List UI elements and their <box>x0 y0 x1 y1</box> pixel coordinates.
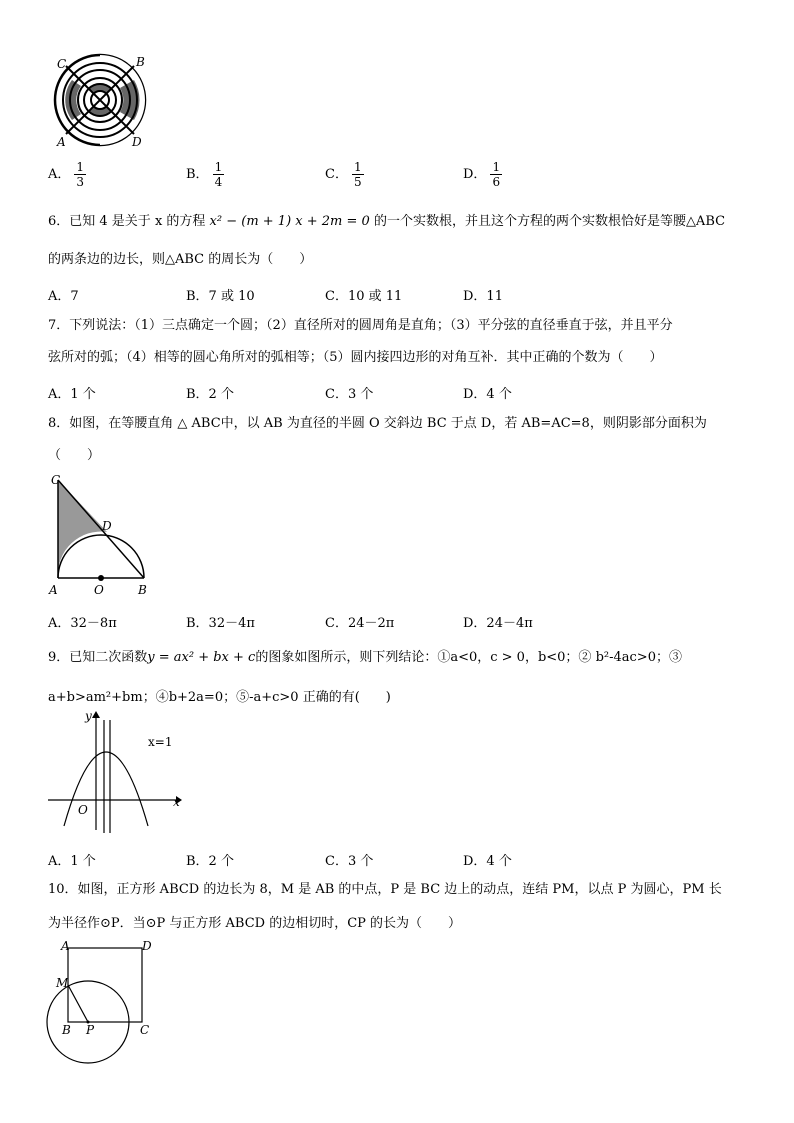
q9-label-x: x <box>173 795 180 809</box>
q8-option-d[interactable]: D．24－4π <box>463 616 533 631</box>
q5-option-b[interactable]: B． $\frac{1}{4}$ <box>186 160 223 189</box>
q10-stem-line2: 为半径作⊙P．当⊙P 与正方形 ABCD 的边相切时，CP 的长为（ ） <box>48 916 462 931</box>
q10-figure <box>40 938 170 1068</box>
q10-label-b: B <box>62 1023 71 1037</box>
q5-option-c[interactable]: C． $\frac{1}{5}$ <box>325 160 362 189</box>
q8-option-b[interactable]: B．32－4π <box>186 616 255 631</box>
q9-option-a[interactable]: A．1 个 <box>48 854 96 869</box>
q10-stem: 10．如图，正方形 ABCD 的边长为 8，M 是 AB 的中点，P 是 BC 边上的动点，连结 PM，以点 P 为圆心，PM 长 <box>48 882 722 897</box>
q9-option-d[interactable]: D．4 个 <box>463 854 512 869</box>
q6-stem: 6．已知 4 是关于 x 的方程 x² − (m + 1) x + 2m = 0 的一个实数根，并且这个方程的两个实数根恰好是等腰△ABC <box>48 214 726 229</box>
q9-stem-line2: a+b>am²+bm；④b+2a=0；⑤-a+c>0 正确的有( ) <box>48 690 391 705</box>
q8-label-a: A <box>49 583 58 597</box>
q9-equation: y = ax² + bx + c <box>147 650 256 665</box>
q8-label-b: B <box>138 583 147 597</box>
q8-label-o: O <box>94 583 104 597</box>
q10-label-a: A <box>61 939 70 953</box>
q8-option-c[interactable]: C．24－2π <box>325 616 395 631</box>
q7-option-a[interactable]: A．1 个 <box>48 387 96 402</box>
q10-label-p: P <box>86 1023 95 1037</box>
q9-figure <box>44 708 194 838</box>
q6-option-a[interactable]: A．7 <box>48 289 79 304</box>
label-a: A <box>57 135 66 149</box>
label-d: D <box>132 135 142 149</box>
q9-label-y: y <box>85 709 92 723</box>
q9-option-b[interactable]: B．2 个 <box>186 854 234 869</box>
q9-label-o: O <box>78 803 88 817</box>
q7-stem: 7．下列说法：（1）三点确定一个圆；（2）直径所对的圆周角是直角；（3）平分弦的直径垂直于弦，并且平分 <box>48 318 673 333</box>
q8-label-c: C <box>51 473 61 487</box>
q9-option-c[interactable]: C．3 个 <box>325 854 374 869</box>
target-figure <box>48 52 158 152</box>
q9-axis-label: x=1 <box>148 735 173 749</box>
q10-label-c: C <box>140 1023 150 1037</box>
q5-option-a[interactable]: A． $\frac{1}{3}$ <box>48 160 85 189</box>
q6-stem-line2: 的两条边的边长，则△ABC 的周长为（ ） <box>48 252 313 267</box>
q7-option-c[interactable]: C．3 个 <box>325 387 374 402</box>
q8-stem: 8．如图，在等腰直角 △ ABC中，以 AB 为直径的半圆 O 交斜边 BC 于点 D，若 AB=AC=8，则阴影部分面积为 <box>48 416 707 431</box>
q7-option-b[interactable]: B．2 个 <box>186 387 234 402</box>
q8-figure <box>44 470 156 600</box>
q7-stem-line2: 弦所对的弧；（4）相等的圆心角所对的弧相等；（5）圆内接四边形的对角互补．其中正确的个数为（ ） <box>48 350 663 365</box>
label-c: C <box>57 57 67 71</box>
q5-option-d[interactable]: D． $\frac{1}{6}$ <box>463 160 501 189</box>
q8-stem-line2: （ ） <box>48 448 101 463</box>
q8-option-a[interactable]: A．32－8π <box>48 616 117 631</box>
q6-option-c[interactable]: C．10 或 11 <box>325 289 403 304</box>
q9-stem: 9．已知二次函数y = ax² + bx + c的图象如图所示，则下列结论：①a<0，c > 0，b<0；② b²-4ac>0；③ <box>48 650 682 665</box>
q10-label-d: D <box>142 939 152 953</box>
q7-option-d[interactable]: D．4 个 <box>463 387 512 402</box>
label-b: B <box>136 55 145 69</box>
q6-option-b[interactable]: B．7 或 10 <box>186 289 255 304</box>
q8-label-d: D <box>102 519 112 533</box>
q6-option-d[interactable]: D．11 <box>463 289 503 304</box>
q6-equation: x² − (m + 1) x + 2m = 0 <box>209 214 370 229</box>
q10-label-m: M <box>56 976 69 990</box>
